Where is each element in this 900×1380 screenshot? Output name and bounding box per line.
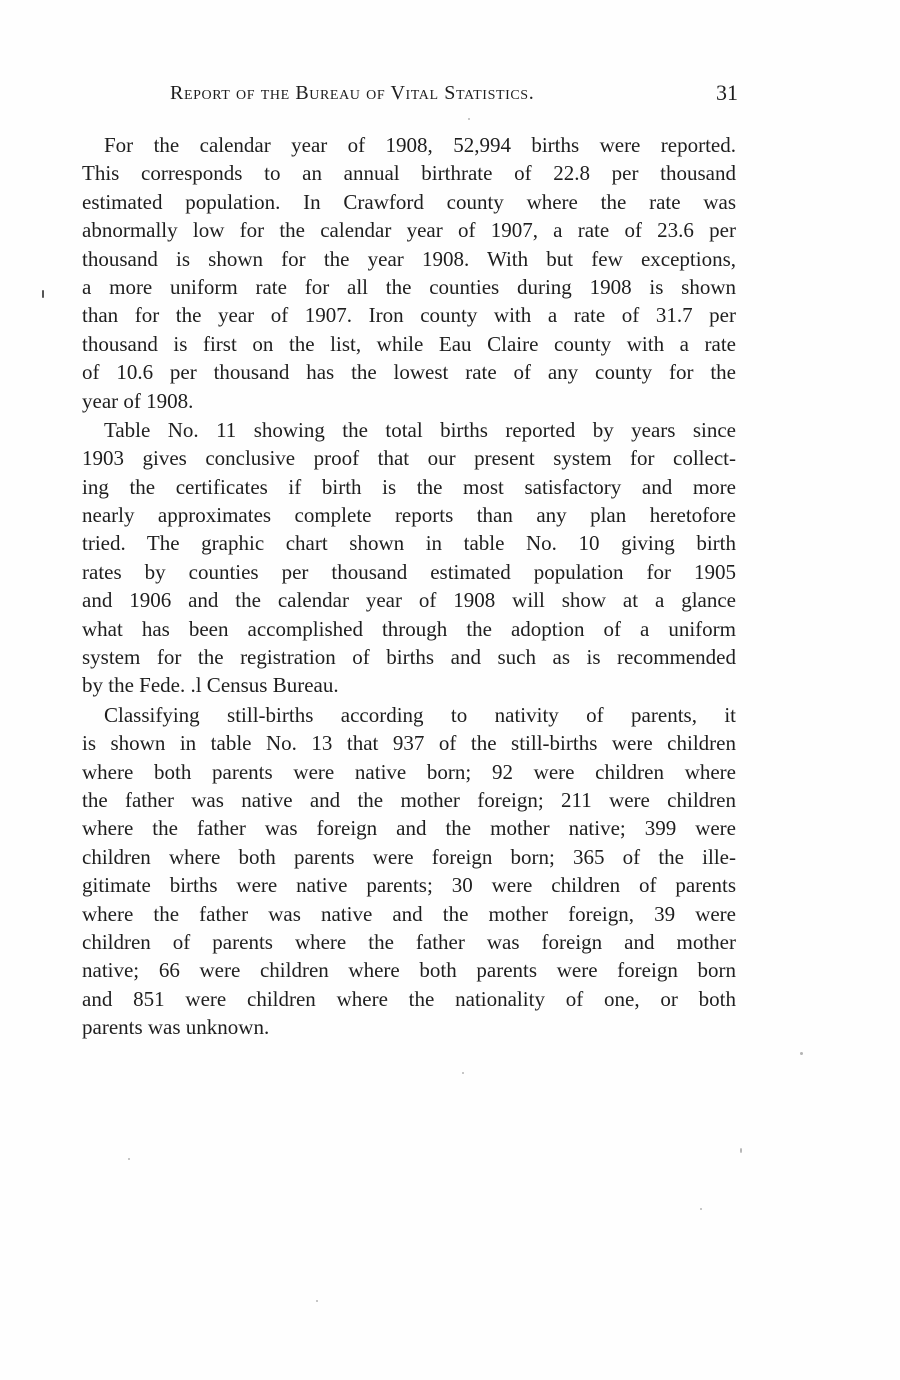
page-number: 31 (716, 80, 738, 105)
text-line: and 1906 and the calendar year of 1908 will show at a glance (82, 588, 736, 613)
scan-speck (316, 1300, 318, 1302)
text-line: nearly approximates complete reports than any plan heretofore (82, 503, 736, 528)
text-line: system for the registration of births and such as is recommended (82, 645, 736, 670)
running-title: Report of the Bureau of Vital Statistics. (170, 82, 535, 104)
text-line: by the Fede. .l Census Bureau. (82, 673, 339, 698)
text-line: is shown in table No. 13 that 937 of the still-births were children (82, 731, 736, 756)
text-line: and 851 were children where the nationality of one, or both (82, 986, 736, 1011)
text-line: parents was unknown. (82, 1015, 270, 1040)
text-line: tried. The graphic chart shown in table No. 10 giving birth (82, 531, 736, 556)
text-line: Classifying still-births according to nativity of parents, it (104, 702, 736, 727)
paragraph-still-births (82, 701, 736, 1042)
running-head (82, 80, 738, 110)
scan-speck (42, 290, 44, 298)
text-line: where the father was foreign and the mother native; 399 were (82, 816, 736, 841)
scan-speck (800, 1052, 803, 1055)
scan-speck (740, 1148, 742, 1153)
text-line: where the father was native and the mother foreign, 39 were (82, 901, 736, 926)
text-line: ing the certificates if birth is the most satisfactory and more (82, 474, 736, 499)
text-line: 1903 gives conclusive proof that our present system for collect- (82, 446, 736, 471)
scan-speck (462, 1072, 464, 1074)
text-line: abnormally low for the calendar year of 1907, a rate of 23.6 per (82, 218, 736, 243)
scan-speck (468, 118, 470, 120)
text-line: For the calendar year of 1908, 52,994 births were reported. (104, 133, 736, 157)
paragraph-birthrate (82, 131, 736, 415)
text-line: a more uniform rate for all the counties during 1908 is shown (82, 274, 736, 299)
text-line: the father was native and the mother foreign; 211 were children (82, 787, 736, 812)
text-line: native; 66 were children where both parents were foreign born (82, 958, 736, 983)
text-line: rates by counties per thousand estimated population for 1905 (82, 559, 736, 584)
scan-speck (128, 1158, 130, 1160)
text-line: children where both parents were foreign born; 365 of the ille- (82, 844, 736, 869)
text-line: gitimate births were native parents; 30 were children of parents (82, 873, 736, 898)
text-line: of 10.6 per thousand has the lowest rate of any county for the (82, 360, 736, 385)
text-line: thousand is first on the list, while Eau Claire county with a rate (82, 331, 736, 356)
text-line: estimated population. In Crawford county where the rate was (82, 189, 736, 214)
body-text (82, 131, 736, 1043)
text-line: what has been accomplished through the adoption of a uniform (82, 616, 736, 641)
text-line: year of 1908. (82, 388, 194, 413)
text-line: thousand is shown for the year 1908. With but few exceptions, (82, 246, 736, 271)
scan-speck (700, 1208, 702, 1210)
text-line: where both parents were native born; 92 were children where (82, 759, 736, 784)
text-line: than for the year of 1907. Iron county with a rate of 31.7 per (82, 303, 736, 328)
paragraph-registration (82, 416, 736, 700)
text-line: children of parents where the father was foreign and mother (82, 929, 736, 954)
text-line: This corresponds to an annual birthrate of 22.8 per thousand (82, 161, 736, 186)
text-line: Table No. 11 showing the total births reported by years since (104, 417, 736, 442)
